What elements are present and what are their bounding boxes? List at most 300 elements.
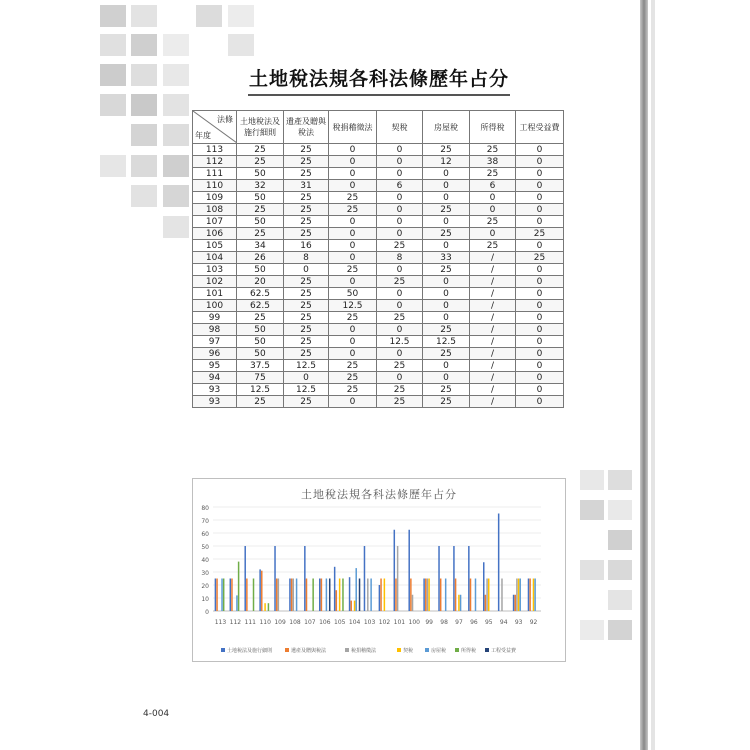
x-tick-label: 92 xyxy=(529,619,538,626)
score-cell: 62.5 xyxy=(237,300,284,312)
bar xyxy=(278,579,279,612)
decorative-square xyxy=(163,216,189,238)
score-cell: 25 xyxy=(377,360,423,372)
score-cell: 50 xyxy=(329,288,377,300)
x-tick-label: 107 xyxy=(304,619,316,626)
score-cell: 34 xyxy=(237,240,284,252)
score-cell: 0 xyxy=(470,204,516,216)
bar xyxy=(470,579,471,612)
score-cell: 0 xyxy=(377,228,423,240)
x-tick-label: 94 xyxy=(499,619,508,626)
score-cell: 0 xyxy=(516,216,564,228)
decorative-square xyxy=(608,530,632,550)
bar xyxy=(475,579,476,612)
score-cell: 25 xyxy=(516,252,564,264)
x-tick-label: 100 xyxy=(408,619,420,626)
header-corner-cell xyxy=(193,111,237,144)
score-cell: 0 xyxy=(284,372,329,384)
score-cell: 0 xyxy=(470,228,516,240)
score-cell: 25 xyxy=(377,384,423,396)
score-cell: 12.5 xyxy=(284,360,329,372)
score-cell: 25 xyxy=(423,204,470,216)
bar xyxy=(276,579,277,612)
score-cell: 0 xyxy=(329,348,377,360)
bar xyxy=(359,579,360,612)
x-tick-label: 101 xyxy=(393,619,406,626)
score-cell: 25 xyxy=(284,216,329,228)
score-cell: / xyxy=(470,336,516,348)
score-cell: 50 xyxy=(237,336,284,348)
bar xyxy=(334,567,335,611)
table-row xyxy=(193,156,564,168)
score-cell: 0 xyxy=(423,180,470,192)
bar xyxy=(238,562,239,611)
score-cell: 25 xyxy=(329,372,377,384)
legend-swatch xyxy=(285,648,289,652)
bar xyxy=(264,603,265,611)
year-cell: 109 xyxy=(193,192,237,204)
bar xyxy=(329,579,330,612)
score-cell: / xyxy=(470,324,516,336)
score-cell: 25 xyxy=(470,216,516,228)
score-cell: 0 xyxy=(423,300,470,312)
bar xyxy=(370,579,371,612)
score-cell: 12.5 xyxy=(423,336,470,348)
year-cell: 108 xyxy=(193,204,237,216)
year-cell: 103 xyxy=(193,264,237,276)
score-cell: 0 xyxy=(329,276,377,288)
col-header: 房屋稅 xyxy=(423,111,470,144)
bar xyxy=(354,601,355,611)
bar xyxy=(268,603,269,611)
decorative-square xyxy=(608,590,632,610)
bar xyxy=(349,577,350,611)
x-tick-label: 109 xyxy=(274,619,286,626)
decorative-square xyxy=(131,34,157,56)
score-cell: 25 xyxy=(329,384,377,396)
table-row xyxy=(193,264,564,276)
corner-label-year: 年度 xyxy=(195,131,211,140)
bar xyxy=(397,546,398,611)
score-cell: / xyxy=(470,372,516,384)
bar xyxy=(259,569,260,611)
score-cell: 0 xyxy=(329,216,377,228)
table-row xyxy=(193,312,564,324)
score-cell: / xyxy=(470,264,516,276)
score-cell: 0 xyxy=(516,264,564,276)
bar xyxy=(274,546,275,611)
y-tick-label: 30 xyxy=(201,570,209,577)
score-cell: 26 xyxy=(237,252,284,264)
score-cell: 0 xyxy=(377,300,423,312)
bar xyxy=(408,530,409,611)
bar xyxy=(440,579,441,612)
y-tick-label: 40 xyxy=(201,557,209,564)
legend-swatch xyxy=(485,648,489,652)
score-cell: 0 xyxy=(377,288,423,300)
score-cell: 0 xyxy=(423,276,470,288)
score-cell: 0 xyxy=(329,180,377,192)
y-tick-label: 20 xyxy=(201,583,209,590)
score-cell: 0 xyxy=(377,216,423,228)
score-cell: 25 xyxy=(423,348,470,360)
decorative-square xyxy=(131,124,157,146)
score-cell: 50 xyxy=(237,192,284,204)
score-cell: 0 xyxy=(516,276,564,288)
bar xyxy=(394,530,395,611)
bar xyxy=(244,546,245,611)
decorative-square xyxy=(131,185,157,207)
score-cell: 25 xyxy=(284,300,329,312)
score-cell: 0 xyxy=(423,216,470,228)
bar xyxy=(428,579,429,612)
year-cell: 93 xyxy=(193,384,237,396)
table-body xyxy=(193,144,564,408)
y-tick-label: 70 xyxy=(201,518,209,525)
bar xyxy=(342,579,343,612)
decorative-square xyxy=(100,64,126,86)
table-row xyxy=(193,180,564,192)
year-cell: 112 xyxy=(193,156,237,168)
year-cell: 111 xyxy=(193,168,237,180)
corner-label-law: 法條 xyxy=(217,115,233,124)
score-cell: 25 xyxy=(329,264,377,276)
bar xyxy=(380,579,381,612)
score-cell: 25 xyxy=(423,324,470,336)
score-cell: 25 xyxy=(237,144,284,156)
bar xyxy=(231,579,232,612)
bar xyxy=(427,579,428,612)
table-row xyxy=(193,276,564,288)
score-cell: 12.5 xyxy=(329,300,377,312)
score-cell: 0 xyxy=(516,204,564,216)
score-cell: 33 xyxy=(423,252,470,264)
bar xyxy=(445,579,446,612)
table-row xyxy=(193,336,564,348)
score-cell: 0 xyxy=(516,192,564,204)
decorative-square xyxy=(131,155,157,177)
year-cell: 102 xyxy=(193,276,237,288)
score-cell: 12 xyxy=(423,156,470,168)
chart-container xyxy=(192,478,566,662)
x-tick-label: 98 xyxy=(440,619,448,626)
score-cell: 12.5 xyxy=(237,384,284,396)
score-table xyxy=(192,110,564,408)
score-cell: 25 xyxy=(329,360,377,372)
year-cell: 97 xyxy=(193,336,237,348)
score-cell: 25 xyxy=(284,228,329,240)
score-cell: 25 xyxy=(423,228,470,240)
bar xyxy=(321,579,322,612)
decorative-square xyxy=(131,94,157,116)
score-cell: 0 xyxy=(423,168,470,180)
bar xyxy=(423,579,424,612)
x-tick-label: 112 xyxy=(229,619,242,626)
score-cell: 25 xyxy=(284,204,329,216)
decorative-square xyxy=(608,470,632,490)
table-header-row xyxy=(193,111,564,144)
score-cell: 25 xyxy=(284,276,329,288)
chart-title: 土地稅法規各科法條歷年占分 xyxy=(301,488,457,501)
bar xyxy=(223,579,224,612)
bar xyxy=(513,595,514,611)
decorative-square xyxy=(131,5,157,27)
col-header: 所得稅 xyxy=(470,111,516,144)
score-cell: / xyxy=(470,396,516,408)
score-cell: 0 xyxy=(516,324,564,336)
col-header: 遺產及贈與稅法 xyxy=(284,111,329,144)
score-cell: 6 xyxy=(377,180,423,192)
table-row xyxy=(193,300,564,312)
x-tick-label: 99 xyxy=(425,619,434,626)
bar xyxy=(364,546,365,611)
page-number: 4-004 xyxy=(143,709,170,719)
score-cell: 25 xyxy=(237,228,284,240)
bar xyxy=(216,579,217,612)
bar xyxy=(304,546,305,611)
bar-chart xyxy=(193,479,565,661)
year-cell: 93 xyxy=(193,396,237,408)
bar xyxy=(498,514,499,612)
bar xyxy=(534,579,535,612)
col-header: 契稅 xyxy=(377,111,423,144)
score-cell: 0 xyxy=(377,168,423,180)
legend-label: 房屋稅 xyxy=(431,648,447,654)
bar xyxy=(253,579,254,612)
score-cell: 25 xyxy=(377,276,423,288)
decorative-square xyxy=(163,94,189,116)
year-cell: 101 xyxy=(193,288,237,300)
score-cell: 12.5 xyxy=(377,336,423,348)
bar xyxy=(384,579,385,612)
decorative-square xyxy=(580,560,604,580)
score-cell: 0 xyxy=(516,312,564,324)
year-cell: 99 xyxy=(193,312,237,324)
score-cell: 50 xyxy=(237,168,284,180)
score-cell: 16 xyxy=(284,240,329,252)
bar xyxy=(215,579,216,612)
year-cell: 105 xyxy=(193,240,237,252)
legend-label: 契稅 xyxy=(403,648,414,654)
score-cell: 50 xyxy=(237,264,284,276)
table-row xyxy=(193,348,564,360)
score-cell: 0 xyxy=(329,252,377,264)
bar xyxy=(319,579,320,612)
decorative-square xyxy=(163,124,189,146)
bar xyxy=(486,579,487,612)
table-row xyxy=(193,192,564,204)
score-cell: / xyxy=(470,312,516,324)
bar xyxy=(296,579,297,612)
score-cell: 0 xyxy=(516,288,564,300)
bar xyxy=(514,595,515,611)
score-cell: 6 xyxy=(470,180,516,192)
decorative-square xyxy=(100,34,126,56)
score-cell: 25 xyxy=(237,204,284,216)
x-tick-label: 103 xyxy=(363,619,376,626)
decorative-square xyxy=(196,5,222,27)
score-cell: 25 xyxy=(329,312,377,324)
score-cell: 25 xyxy=(329,192,377,204)
score-cell: 0 xyxy=(329,324,377,336)
x-tick-label: 113 xyxy=(214,619,227,626)
score-cell: 25 xyxy=(470,168,516,180)
bar xyxy=(326,579,327,612)
col-header: 稅捐稽徵法 xyxy=(329,111,377,144)
table-row xyxy=(193,228,564,240)
bar xyxy=(246,579,247,612)
bar xyxy=(289,579,290,612)
score-cell: 25 xyxy=(423,384,470,396)
table-row xyxy=(193,324,564,336)
bar xyxy=(438,546,439,611)
score-cell: 25 xyxy=(237,396,284,408)
x-tick-label: 97 xyxy=(455,619,463,626)
score-cell: 12.5 xyxy=(284,384,329,396)
year-cell: 113 xyxy=(193,144,237,156)
table-row xyxy=(193,384,564,396)
legend-swatch xyxy=(397,648,401,652)
x-tick-label: 106 xyxy=(319,619,331,626)
x-tick-label: 95 xyxy=(484,619,493,626)
score-cell: 37.5 xyxy=(237,360,284,372)
y-tick-label: 60 xyxy=(201,531,209,538)
score-cell: 0 xyxy=(516,240,564,252)
x-tick-label: 102 xyxy=(378,619,391,626)
score-cell: 25 xyxy=(237,312,284,324)
score-cell: / xyxy=(470,348,516,360)
decorative-square xyxy=(163,34,189,56)
score-cell: 0 xyxy=(377,324,423,336)
score-cell: 0 xyxy=(516,156,564,168)
score-cell: 0 xyxy=(284,264,329,276)
bar xyxy=(367,579,368,612)
decorative-square xyxy=(228,34,254,56)
score-cell: 0 xyxy=(377,192,423,204)
col-header: 土地稅法及施行細則 xyxy=(237,111,284,144)
x-tick-label: 93 xyxy=(514,619,523,626)
bar xyxy=(395,579,396,612)
score-cell: 0 xyxy=(516,360,564,372)
score-cell: 0 xyxy=(470,192,516,204)
year-cell: 94 xyxy=(193,372,237,384)
bar xyxy=(488,579,489,612)
bar xyxy=(533,579,534,612)
x-tick-label: 96 xyxy=(470,619,478,626)
table-row xyxy=(193,396,564,408)
decorative-square xyxy=(608,500,632,520)
score-cell: 25 xyxy=(284,168,329,180)
x-tick-label: 108 xyxy=(289,619,301,626)
score-cell: 0 xyxy=(329,168,377,180)
y-tick-label: 50 xyxy=(201,544,209,551)
decorative-square xyxy=(100,94,126,116)
legend-label: 土地稅法及施行細則 xyxy=(227,648,273,654)
legend-label: 稅捐稽徵法 xyxy=(351,648,377,654)
table-row xyxy=(193,216,564,228)
x-tick-label: 111 xyxy=(244,619,256,626)
score-cell: 0 xyxy=(516,396,564,408)
legend-swatch xyxy=(221,648,225,652)
score-cell: 25 xyxy=(423,264,470,276)
decorative-square xyxy=(608,620,632,640)
bar xyxy=(293,579,294,612)
score-cell: 25 xyxy=(470,240,516,252)
score-cell: 38 xyxy=(470,156,516,168)
bar xyxy=(336,590,337,611)
score-cell: 0 xyxy=(329,396,377,408)
score-cell: 25 xyxy=(237,156,284,168)
score-cell: 0 xyxy=(423,240,470,252)
x-tick-label: 105 xyxy=(334,619,346,626)
score-cell: 0 xyxy=(423,372,470,384)
bar xyxy=(468,546,469,611)
table-row xyxy=(193,168,564,180)
bar xyxy=(355,568,356,611)
score-cell: 25 xyxy=(329,204,377,216)
x-tick-label: 104 xyxy=(348,619,361,626)
score-cell: / xyxy=(470,252,516,264)
score-cell: 32 xyxy=(237,180,284,192)
score-cell: 0 xyxy=(377,156,423,168)
bar xyxy=(501,579,502,612)
score-cell: 8 xyxy=(284,252,329,264)
score-cell: 25 xyxy=(284,156,329,168)
score-cell: 0 xyxy=(377,204,423,216)
score-cell: 0 xyxy=(329,240,377,252)
bar xyxy=(455,579,456,612)
score-cell: 25 xyxy=(470,144,516,156)
decorative-square xyxy=(163,185,189,207)
score-cell: 25 xyxy=(284,288,329,300)
score-cell: 0 xyxy=(377,372,423,384)
score-cell: 0 xyxy=(329,144,377,156)
score-cell: 0 xyxy=(423,360,470,372)
score-cell: 0 xyxy=(423,192,470,204)
table-row xyxy=(193,144,564,156)
score-cell: 0 xyxy=(516,180,564,192)
x-tick-label: 110 xyxy=(259,619,271,626)
bar xyxy=(291,579,292,612)
bar xyxy=(516,579,517,612)
y-tick-label: 0 xyxy=(205,609,209,616)
legend-swatch xyxy=(345,648,349,652)
score-cell: 0 xyxy=(329,228,377,240)
table-row xyxy=(193,240,564,252)
year-cell: 100 xyxy=(193,300,237,312)
bar xyxy=(425,579,426,612)
score-cell: 20 xyxy=(237,276,284,288)
score-cell: 0 xyxy=(329,336,377,348)
bar xyxy=(412,595,413,611)
score-cell: 0 xyxy=(423,312,470,324)
score-cell: 25 xyxy=(284,324,329,336)
score-cell: / xyxy=(470,384,516,396)
year-cell: 110 xyxy=(193,180,237,192)
score-cell: 31 xyxy=(284,180,329,192)
score-cell: 25 xyxy=(377,240,423,252)
score-cell: 0 xyxy=(329,156,377,168)
score-cell: 0 xyxy=(423,288,470,300)
side-bar-decoration xyxy=(640,0,648,750)
bar xyxy=(529,579,530,612)
year-cell: 95 xyxy=(193,360,237,372)
score-cell: 25 xyxy=(377,396,423,408)
score-cell: / xyxy=(470,360,516,372)
score-cell: 0 xyxy=(516,168,564,180)
col-header: 工程受益費 xyxy=(516,111,564,144)
bar xyxy=(458,595,459,611)
